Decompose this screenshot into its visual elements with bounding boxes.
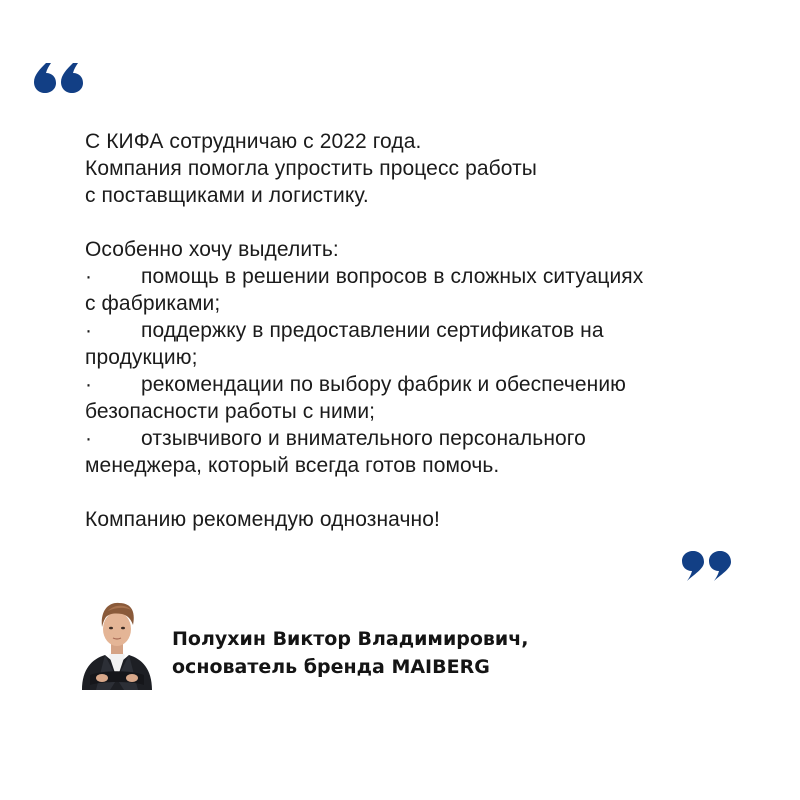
bullet-text-continued: менеджера, который всегда готов помочь. bbox=[85, 454, 500, 477]
bullet-mark: · bbox=[85, 265, 93, 288]
bullet-text: поддержку в предоставлении сертификатов на bbox=[141, 319, 604, 342]
list-item bbox=[85, 371, 775, 425]
bullet-mark: · bbox=[85, 427, 93, 450]
intro-paragraph bbox=[85, 128, 775, 209]
author-name: Полухин Виктор Владимирович, bbox=[172, 628, 529, 650]
close-quote-icon bbox=[681, 550, 733, 584]
author-role: основатель бренда MAIBERG bbox=[172, 656, 490, 678]
intro-line-3: с поставщиками и логистику. bbox=[85, 184, 369, 207]
highlight-intro: Особенно хочу выделить: bbox=[85, 238, 339, 261]
bullet-text: помощь в решении вопросов в сложных ситуациях bbox=[141, 265, 644, 288]
bullet-text: рекомендации по выбору фабрик и обеспечению bbox=[141, 373, 627, 396]
bullet-text-continued: с фабриками; bbox=[85, 292, 221, 315]
author-block bbox=[78, 595, 758, 695]
list-item bbox=[85, 425, 775, 479]
bullet-text-continued: продукцию; bbox=[85, 346, 198, 369]
list-item bbox=[85, 317, 775, 371]
intro-line-2: Компания помогла упростить процесс работы bbox=[85, 157, 537, 180]
list-item bbox=[85, 263, 775, 317]
bullet-text: отзывчивого и внимательного персонального bbox=[141, 427, 586, 450]
avatar bbox=[78, 595, 156, 690]
author-caption bbox=[172, 625, 529, 681]
intro-line-1: С КИФА сотрудничаю с 2022 года. bbox=[85, 130, 422, 153]
bullet-text-continued: безопасности работы с ними; bbox=[85, 400, 376, 423]
bullet-mark: · bbox=[85, 319, 93, 342]
testimonial-text bbox=[85, 128, 775, 533]
bullet-mark: · bbox=[85, 373, 93, 396]
closing-sentence: Компанию рекомендую однозначно! bbox=[85, 508, 440, 531]
open-quote-icon bbox=[33, 60, 85, 94]
highlight-list bbox=[85, 263, 775, 479]
